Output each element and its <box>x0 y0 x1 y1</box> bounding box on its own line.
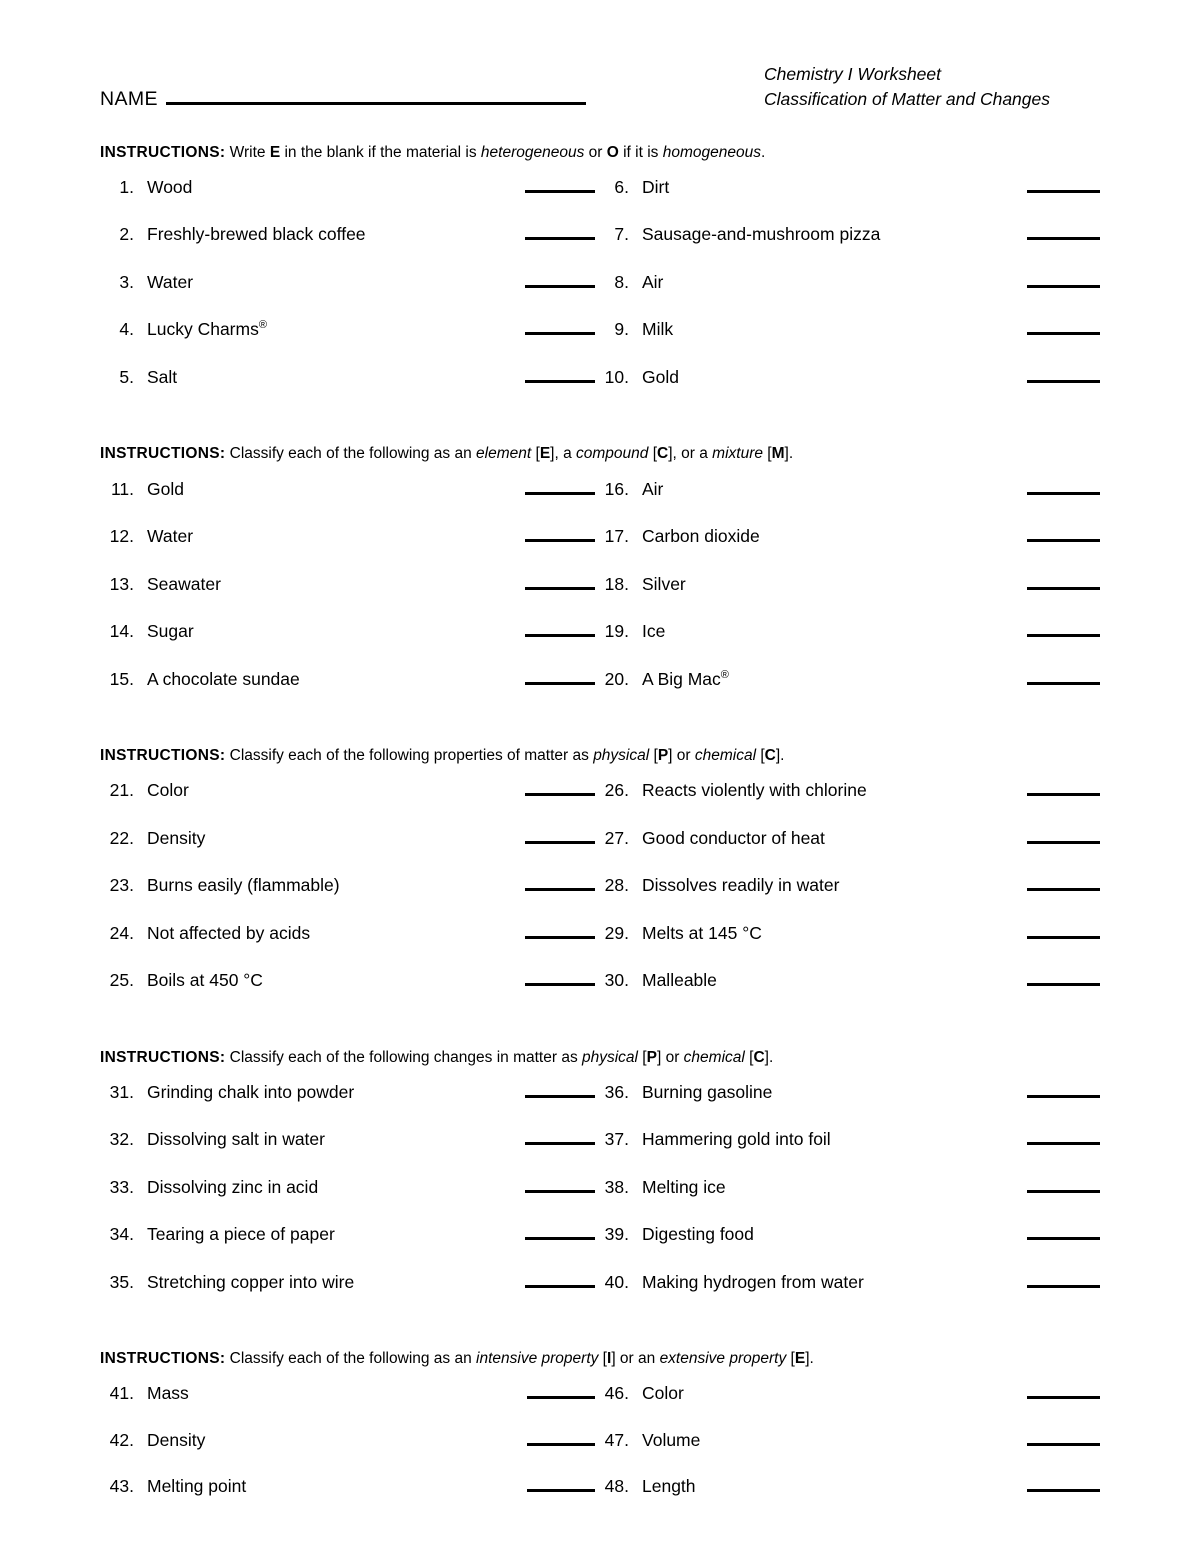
question-row <box>100 272 1100 320</box>
answer-blank[interactable] <box>1027 1489 1100 1492</box>
question-item <box>595 1129 1100 1150</box>
instructions-label: INSTRUCTIONS: <box>100 747 226 765</box>
name-write-in-line[interactable] <box>166 102 586 105</box>
question-row <box>100 1383 1100 1430</box>
question-section <box>0 167 1200 415</box>
answer-blank[interactable] <box>1027 1285 1100 1288</box>
question-number: 24. <box>109 922 134 943</box>
question-item <box>595 1082 1100 1103</box>
answer-blank[interactable] <box>1027 237 1100 240</box>
question-item <box>100 970 595 991</box>
answer-blank[interactable] <box>525 380 595 383</box>
question-row <box>100 669 1100 717</box>
answer-blank[interactable] <box>1027 841 1100 844</box>
question-text: Making hydrogen from water <box>642 1271 864 1292</box>
instructions-text: Classify each of the following changes in matter as physical [P] or chemical [C]. <box>225 1048 774 1066</box>
answer-blank[interactable] <box>1027 1142 1100 1145</box>
question-item <box>595 177 1100 198</box>
question-row <box>100 780 1100 828</box>
question-number: 14. <box>109 621 134 642</box>
question-number: 9. <box>614 319 629 340</box>
question-item <box>100 319 595 340</box>
worksheet-title-line-1: Chemistry I Worksheet <box>764 64 941 84</box>
registered-trademark-icon: ® <box>720 668 729 681</box>
question-item <box>595 1476 1100 1497</box>
instructions-line <box>0 414 1200 468</box>
question-row <box>100 828 1100 876</box>
question-number: 23. <box>109 875 134 896</box>
answer-blank[interactable] <box>1027 1443 1100 1446</box>
answer-blank[interactable] <box>1027 285 1100 288</box>
question-item <box>100 669 595 690</box>
answer-blank[interactable] <box>1027 190 1100 193</box>
question-row <box>100 1430 1100 1477</box>
question-number: 18. <box>604 573 629 594</box>
question-section <box>0 770 1200 1018</box>
question-item <box>100 177 595 198</box>
question-text: Melting ice <box>642 1176 726 1197</box>
question-item <box>100 272 595 293</box>
question-number: 10. <box>604 366 629 387</box>
question-number: 13. <box>109 573 134 594</box>
registered-trademark-icon: ® <box>258 319 267 332</box>
instructions-label: INSTRUCTIONS: <box>100 1048 226 1066</box>
question-number: 21. <box>109 780 134 801</box>
question-text: Mass <box>147 1383 189 1404</box>
question-item <box>100 479 595 500</box>
question-text: Salt <box>147 366 178 387</box>
question-item <box>595 970 1100 991</box>
question-text: Gold <box>147 478 184 499</box>
name-field-block <box>100 88 586 113</box>
question-item <box>595 224 1100 245</box>
question-number: 27. <box>604 827 629 848</box>
question-row <box>100 319 1100 367</box>
question-number: 25. <box>109 970 134 991</box>
question-number: 5. <box>119 366 134 387</box>
question-number: 12. <box>109 526 134 547</box>
answer-blank[interactable] <box>1027 1190 1100 1193</box>
question-number: 16. <box>604 478 629 499</box>
question-number: 46. <box>604 1383 629 1404</box>
worksheet-title-line-2: Classification of Matter and Changes <box>764 89 1050 110</box>
question-item <box>100 1476 595 1497</box>
answer-blank[interactable] <box>1027 888 1100 891</box>
question-number: 29. <box>604 922 629 943</box>
question-item <box>100 923 595 944</box>
question-row <box>100 1272 1100 1320</box>
question-text: Silver <box>642 573 686 594</box>
worksheet-sections <box>0 113 1200 1523</box>
worksheet-title-block <box>764 62 1050 113</box>
question-number: 48. <box>604 1476 629 1497</box>
instructions-label: INSTRUCTIONS: <box>100 445 226 463</box>
answer-blank[interactable] <box>1027 1237 1100 1240</box>
question-item <box>595 780 1100 801</box>
answer-blank[interactable] <box>1027 682 1100 685</box>
question-text: Water <box>147 271 194 292</box>
question-number: 20. <box>604 668 629 689</box>
question-row <box>100 1082 1100 1130</box>
question-item <box>100 875 595 896</box>
question-text: Melting point <box>147 1476 247 1497</box>
question-item <box>595 574 1100 595</box>
question-text: Boils at 450 °C <box>147 970 263 991</box>
question-number: 35. <box>109 1271 134 1292</box>
question-row <box>100 479 1100 527</box>
question-text: Length <box>642 1476 696 1497</box>
question-item <box>100 1129 595 1150</box>
question-row <box>100 1177 1100 1225</box>
instructions-text: Classify each of the following as an intensive property [I] or an extensive property [E]. <box>225 1350 814 1368</box>
question-text: Dissolving zinc in acid <box>147 1176 319 1197</box>
question-number: 3. <box>119 271 134 292</box>
answer-blank[interactable] <box>525 492 595 495</box>
question-section <box>0 469 1200 717</box>
question-text: Air <box>642 271 664 292</box>
instructions-line <box>0 716 1200 770</box>
question-item <box>100 828 595 849</box>
question-text: A Big Mac® <box>642 668 729 689</box>
question-row <box>100 621 1100 669</box>
question-row <box>100 923 1100 971</box>
question-number: 8. <box>614 271 629 292</box>
question-text: Reacts violently with chlorine <box>642 780 867 801</box>
answer-blank[interactable] <box>525 237 595 240</box>
answer-blank[interactable] <box>527 1489 595 1492</box>
question-text: Ice <box>642 621 666 642</box>
question-item <box>595 1430 1100 1451</box>
question-number: 47. <box>604 1429 629 1450</box>
question-item <box>100 526 595 547</box>
question-text: Hammering gold into foil <box>642 1129 831 1150</box>
instructions-line <box>0 113 1200 167</box>
question-row <box>100 177 1100 225</box>
question-text: Lucky Charms® <box>147 319 267 340</box>
question-row <box>100 526 1100 574</box>
question-text: A chocolate sundae <box>147 668 300 689</box>
answer-blank[interactable] <box>525 190 595 193</box>
question-item <box>100 780 595 801</box>
question-number: 43. <box>109 1476 134 1497</box>
question-row <box>100 1129 1100 1177</box>
question-number: 36. <box>604 1081 629 1102</box>
question-row <box>100 224 1100 272</box>
answer-blank[interactable] <box>525 332 595 335</box>
question-text: Color <box>147 780 189 801</box>
answer-blank[interactable] <box>1027 983 1100 986</box>
question-number: 26. <box>604 780 629 801</box>
question-item <box>595 875 1100 896</box>
question-number: 30. <box>604 970 629 991</box>
question-text: Sausage-and-mushroom pizza <box>642 224 881 245</box>
question-number: 32. <box>109 1129 134 1150</box>
answer-blank[interactable] <box>1027 380 1100 383</box>
instructions-line <box>0 1319 1200 1373</box>
question-text: Sugar <box>147 621 194 642</box>
question-item <box>595 1383 1100 1404</box>
question-number: 17. <box>604 526 629 547</box>
question-text: Tearing a piece of paper <box>147 1224 335 1245</box>
question-row <box>100 1224 1100 1272</box>
question-section <box>0 1072 1200 1320</box>
question-text: Dissolving salt in water <box>147 1129 325 1150</box>
instructions-text: Classify each of the following as an element [E], a compound [C], or a mixture [M]. <box>225 445 794 463</box>
question-number: 7. <box>614 224 629 245</box>
instructions-label: INSTRUCTIONS: <box>100 143 226 161</box>
answer-blank[interactable] <box>1027 332 1100 335</box>
answer-blank[interactable] <box>525 634 595 637</box>
question-item <box>595 621 1100 642</box>
question-number: 4. <box>119 319 134 340</box>
question-item <box>100 574 595 595</box>
instructions-label: INSTRUCTIONS: <box>100 1350 226 1368</box>
answer-blank[interactable] <box>1027 587 1100 590</box>
question-number: 40. <box>604 1271 629 1292</box>
question-text: Carbon dioxide <box>642 526 760 547</box>
question-text: Grinding chalk into powder <box>147 1081 355 1102</box>
question-text: Density <box>147 827 206 848</box>
question-number: 34. <box>109 1224 134 1245</box>
question-row <box>100 367 1100 415</box>
question-number: 1. <box>119 176 134 197</box>
question-number: 28. <box>604 875 629 896</box>
question-item <box>595 526 1100 547</box>
question-item <box>100 367 595 388</box>
question-item <box>100 1430 595 1451</box>
question-text: Good conductor of heat <box>642 827 825 848</box>
answer-blank[interactable] <box>1027 1095 1100 1098</box>
answer-blank[interactable] <box>525 1237 595 1240</box>
question-item <box>595 319 1100 340</box>
question-item <box>595 828 1100 849</box>
question-text: Milk <box>642 319 674 340</box>
answer-blank[interactable] <box>1027 1396 1100 1399</box>
worksheet-header <box>0 0 1200 113</box>
answer-blank[interactable] <box>525 1190 595 1193</box>
question-item <box>100 1383 595 1404</box>
question-row <box>100 574 1100 622</box>
question-item <box>100 1224 595 1245</box>
question-number: 2. <box>119 224 134 245</box>
answer-blank[interactable] <box>527 1396 595 1399</box>
question-item <box>595 669 1100 690</box>
question-item <box>595 367 1100 388</box>
question-number: 33. <box>109 1176 134 1197</box>
instructions-text: Classify each of the following properties of matter as physical [P] or chemical [C]. <box>225 747 785 765</box>
question-item <box>100 1177 595 1198</box>
answer-blank[interactable] <box>525 793 595 796</box>
answer-blank[interactable] <box>525 936 595 939</box>
question-number: 38. <box>604 1176 629 1197</box>
question-text: Burns easily (flammable) <box>147 875 340 896</box>
answer-blank[interactable] <box>525 888 595 891</box>
question-item <box>100 224 595 245</box>
answer-blank[interactable] <box>525 1142 595 1145</box>
question-text: Burning gasoline <box>642 1081 773 1102</box>
question-text: Water <box>147 526 194 547</box>
instructions-line <box>0 1018 1200 1072</box>
answer-blank[interactable] <box>1027 936 1100 939</box>
answer-blank[interactable] <box>525 1095 595 1098</box>
answer-blank[interactable] <box>1027 634 1100 637</box>
answer-blank[interactable] <box>525 682 595 685</box>
answer-blank[interactable] <box>1027 539 1100 542</box>
question-number: 37. <box>604 1129 629 1150</box>
question-item <box>595 272 1100 293</box>
question-text: Gold <box>642 366 679 387</box>
question-item <box>100 1272 595 1293</box>
answer-blank[interactable] <box>525 539 595 542</box>
question-item <box>595 1177 1100 1198</box>
question-row <box>100 1476 1100 1523</box>
question-number: 31. <box>109 1081 134 1102</box>
question-text: Color <box>642 1383 684 1404</box>
question-section <box>0 1373 1200 1523</box>
question-text: Wood <box>147 176 193 197</box>
answer-blank[interactable] <box>1027 492 1100 495</box>
question-item <box>100 621 595 642</box>
instructions-text: Write E in the blank if the material is heterogeneous or O if it is homogeneous. <box>225 143 766 161</box>
question-number: 41. <box>109 1383 134 1404</box>
question-item <box>595 923 1100 944</box>
answer-blank[interactable] <box>525 841 595 844</box>
question-number: 15. <box>109 668 134 689</box>
question-text: Stretching copper into wire <box>147 1271 355 1292</box>
question-row <box>100 970 1100 1018</box>
name-label: NAME <box>100 87 158 110</box>
question-text: Digesting food <box>642 1224 754 1245</box>
question-item <box>595 1272 1100 1293</box>
answer-blank[interactable] <box>525 983 595 986</box>
question-number: 19. <box>604 621 629 642</box>
question-text: Air <box>642 478 664 499</box>
question-text: Freshly-brewed black coffee <box>147 224 366 245</box>
question-text: Density <box>147 1429 206 1450</box>
answer-blank[interactable] <box>527 1443 595 1446</box>
question-number: 39. <box>604 1224 629 1245</box>
question-number: 11. <box>110 478 134 499</box>
question-text: Volume <box>642 1429 701 1450</box>
question-text: Seawater <box>147 573 221 594</box>
question-text: Melts at 145 °C <box>642 922 762 943</box>
question-text: Not affected by acids <box>147 922 311 943</box>
answer-blank[interactable] <box>525 587 595 590</box>
answer-blank[interactable] <box>1027 793 1100 796</box>
question-item <box>595 479 1100 500</box>
answer-blank[interactable] <box>525 1285 595 1288</box>
question-text: Dirt <box>642 176 670 197</box>
question-row <box>100 875 1100 923</box>
question-item <box>595 1224 1100 1245</box>
question-text: Malleable <box>642 970 717 991</box>
answer-blank[interactable] <box>525 285 595 288</box>
question-number: 6. <box>614 176 629 197</box>
question-number: 22. <box>109 827 134 848</box>
question-item <box>100 1082 595 1103</box>
question-number: 42. <box>109 1429 134 1450</box>
question-text: Dissolves readily in water <box>642 875 840 896</box>
